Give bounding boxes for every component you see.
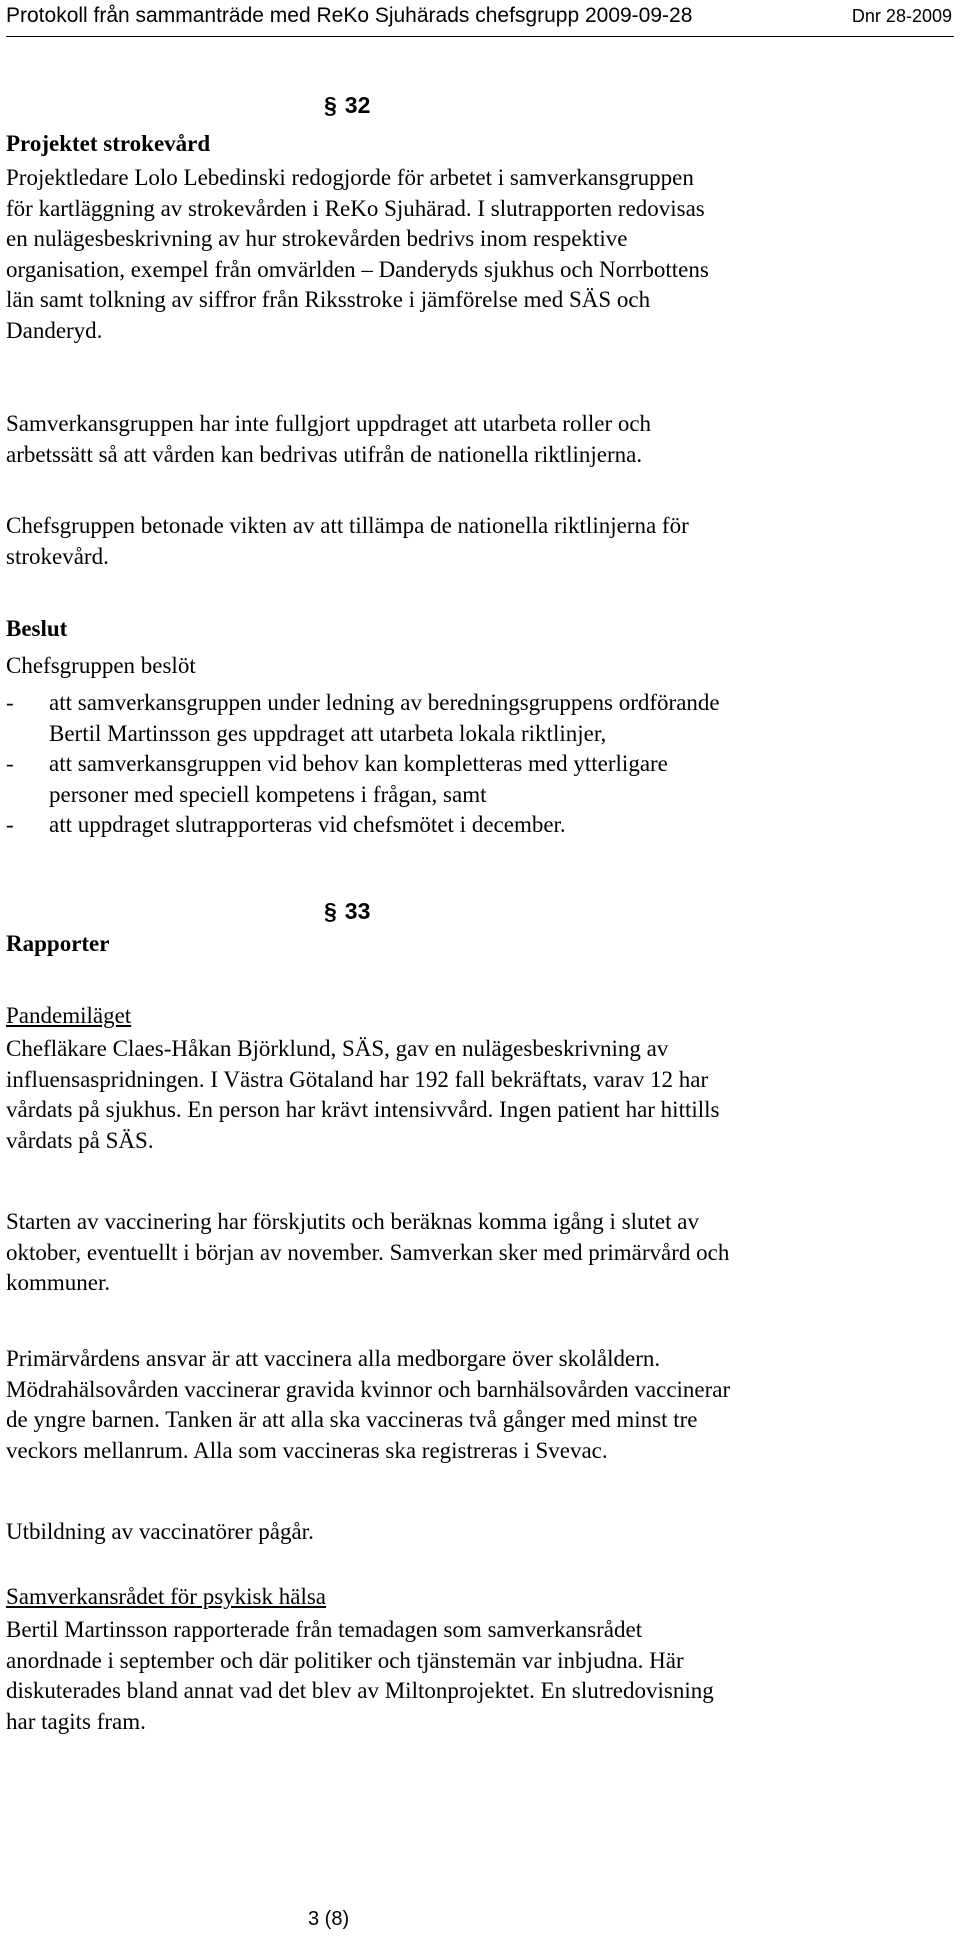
psyk-heading: Samverkansrådet för psykisk hälsa — [6, 1584, 327, 1609]
text-line: vårdats på sjukhus. En person har krävt intensivvård. Ingen patient har hittills — [6, 1097, 720, 1122]
paragraph-symbol: § — [324, 92, 337, 118]
pandemi-paragraph-1 — [6, 1034, 956, 1156]
page-number: 3 (8) — [308, 1908, 350, 1930]
text-line: de yngre barnen. Tanken är att alla ska vaccineras två gånger med minst tre — [6, 1407, 698, 1432]
text-line: vårdats på SÄS. — [6, 1127, 154, 1153]
list-item — [6, 688, 956, 749]
text-line: Mödrahälsovården vaccinerar gravida kvinnor och barnhälsovården vaccinerar — [6, 1376, 731, 1402]
section-32-mark — [324, 92, 370, 119]
list-item — [6, 810, 956, 841]
text-line: att uppdraget slutrapporteras vid chefsmötet i december. — [49, 812, 566, 837]
text-line: organisation, exempel från omvärlden – Danderyds sjukhus och Norrbottens — [6, 256, 709, 282]
text-line: veckors mellanrum. Alla som vaccineras ska registreras i Svevac. — [6, 1437, 608, 1463]
text-line: anordnade i september och där politiker och tjänstemän var inbjudna. Här — [6, 1647, 684, 1673]
text-line: kommuner. — [6, 1270, 111, 1295]
section-32-paragraph-2 — [6, 409, 956, 470]
text-line: har tagits fram. — [6, 1708, 146, 1734]
list-dash: - — [6, 690, 14, 715]
text-line: för kartläggning av strokevården i ReKo Sjuhärad. I slutrapporten redovisas — [6, 195, 705, 221]
text-line: Starten av vaccinering har förskjutits och beräknas komma igång i slutet av — [6, 1209, 699, 1234]
pandemi-paragraph-4 — [6, 1517, 956, 1548]
text-line: Projektledare Lolo Lebedinski redogjorde för arbetet i samverkansgruppen — [6, 165, 694, 190]
text-line: Bertil Martinsson ges uppdraget att utarbeta lokala riktlinjer, — [49, 720, 607, 746]
beslut-intro — [6, 651, 956, 682]
beslut-heading: Beslut — [6, 616, 68, 641]
section-32-title: Projektet strokevård — [6, 131, 211, 156]
pandemi-heading: Pandemiläget — [6, 1003, 132, 1028]
section-32-intro — [6, 163, 956, 346]
text-line: influensaspridningen. I Västra Götaland har 192 fall bekräftats, varav 12 har — [6, 1066, 709, 1092]
list-dash: - — [6, 751, 14, 776]
paragraph-symbol: § — [324, 898, 337, 924]
section-33-mark — [324, 898, 370, 925]
section-33-number: 33 — [344, 898, 371, 924]
section-32-number: 32 — [344, 92, 371, 118]
text-line: oktober, eventuellt i början av november. Samverkan sker med primärvård och — [6, 1239, 730, 1265]
psyk-paragraph-1 — [6, 1615, 956, 1737]
header-dnr: Dnr 28-2009 — [851, 6, 952, 26]
text-line: att samverkansgruppen under ledning av beredningsgruppens ordförande — [49, 690, 720, 715]
text-line: arbetssätt så att vården kan bedrivas utifrån de nationella riktlinjerna. — [6, 441, 643, 467]
text-line: Chefsgruppen beslöt — [6, 653, 196, 678]
text-line: Samverkansgruppen har inte fullgjort uppdraget att utarbeta roller och — [6, 411, 652, 436]
text-line: Chefläkare Claes-Håkan Björklund, SÄS, gav en nulägesbeskrivning av — [6, 1036, 669, 1061]
list-dash: - — [6, 812, 14, 837]
text-line: personer med speciell kompetens i frågan, samt — [49, 781, 487, 807]
section-32-paragraph-3 — [6, 511, 956, 572]
list-item — [6, 749, 956, 810]
text-line: Utbildning av vaccinatörer pågår. — [6, 1519, 314, 1544]
beslut-list — [6, 688, 956, 841]
header-title: Protokoll från sammanträde med ReKo Sjuhärads chefsgrupp 2009-09-28 — [6, 4, 693, 27]
page-header — [6, 2, 954, 37]
text-line: diskuterades bland annat vad det blev av Miltonprojektet. En slutredovisning — [6, 1678, 714, 1703]
text-line: län samt tolkning av siffror från Riksstroke i jämförelse med SÄS och — [6, 287, 651, 312]
section-33-title: Rapporter — [6, 931, 110, 956]
pandemi-paragraph-3 — [6, 1344, 956, 1466]
text-line: en nulägesbeskrivning av hur strokevården bedrivs inom respektive — [6, 226, 628, 251]
pandemi-paragraph-2 — [6, 1207, 956, 1299]
text-line: Danderyd. — [6, 317, 103, 343]
text-line: Chefsgruppen betonade vikten av att tillämpa de nationella riktlinjerna för — [6, 513, 689, 538]
text-line: Primärvårdens ansvar är att vaccinera alla medborgare över skolåldern. — [6, 1346, 661, 1371]
text-line: strokevård. — [6, 543, 109, 569]
text-line: att samverkansgruppen vid behov kan kompletteras med ytterligare — [49, 751, 668, 776]
text-line: Bertil Martinsson rapporterade från temadagen som samverkansrådet — [6, 1617, 643, 1642]
